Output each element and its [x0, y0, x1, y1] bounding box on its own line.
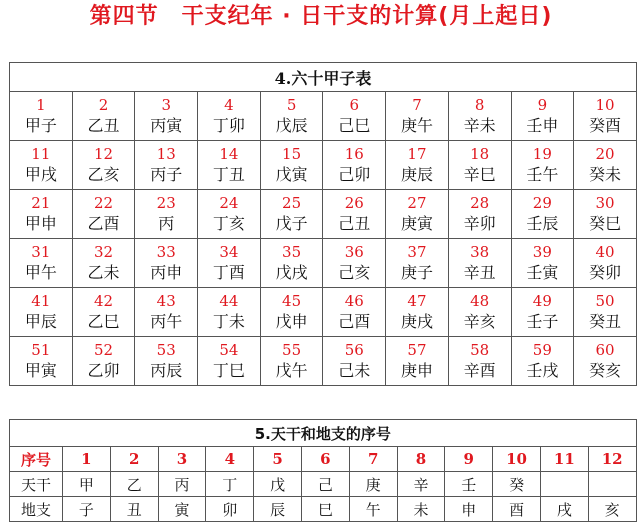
tiangan-cell: 甲 — [63, 472, 111, 497]
tiangan-cell: 己 — [301, 472, 349, 497]
tiangan-cell — [588, 472, 636, 497]
jiazi-ganzhi: 乙丑 — [87, 116, 120, 135]
jiazi-ganzhi: 甲寅 — [24, 361, 57, 380]
jiazi-ganzhi: 戊寅 — [275, 165, 308, 184]
jiazi-ganzhi: 戊戌 — [275, 263, 308, 282]
jiazi-number: 50 — [595, 292, 615, 310]
jiazi-number: 22 — [93, 194, 114, 212]
jiazi-ganzhi: 丙午 — [150, 312, 183, 331]
jiazi-ganzhi: 癸卯 — [589, 263, 622, 282]
jiazi-ganzhi: 甲辰 — [24, 312, 57, 331]
jiazi-number: 21 — [31, 194, 51, 212]
jiazi-number: 23 — [156, 194, 176, 212]
jiazi-number: 45 — [282, 292, 302, 310]
order-number: 8 — [397, 447, 445, 472]
jiazi-ganzhi: 癸巳 — [589, 214, 622, 233]
tiangan-cell: 戊 — [254, 472, 302, 497]
jiazi-ganzhi: 辛卯 — [463, 214, 496, 233]
jiazi-ganzhi: 乙亥 — [87, 165, 120, 184]
sixty-jiazi-table — [9, 62, 637, 386]
jiazi-cell — [511, 92, 574, 141]
jiazi-cell — [198, 190, 261, 239]
jiazi-cell — [72, 337, 135, 386]
order-row-label: 天干 — [10, 472, 63, 497]
jiazi-number: 53 — [156, 341, 176, 359]
jiazi-ganzhi: 丙子 — [150, 165, 183, 184]
jiazi-number: 3 — [161, 96, 171, 114]
dizhi-cell: 卯 — [206, 497, 254, 522]
dizhi-cell: 午 — [349, 497, 397, 522]
jiazi-ganzhi: 丁未 — [212, 312, 245, 331]
jiazi-cell — [511, 141, 574, 190]
jiazi-number: 5 — [286, 96, 297, 114]
order-number: 5 — [254, 447, 302, 472]
jiazi-cell — [386, 92, 449, 141]
jiazi-ganzhi: 丙 — [158, 214, 175, 233]
jiazi-cell — [10, 288, 73, 337]
jiazi-row — [10, 190, 637, 239]
jiazi-cell — [72, 190, 135, 239]
jiazi-number: 7 — [412, 96, 422, 114]
jiazi-cell — [260, 141, 323, 190]
order-number: 10 — [493, 447, 541, 472]
jiazi-ganzhi: 乙未 — [87, 263, 120, 282]
jiazi-ganzhi: 丙辰 — [150, 361, 183, 380]
dizhi-cell: 申 — [445, 497, 493, 522]
jiazi-cell — [260, 288, 323, 337]
jiazi-row — [10, 239, 637, 288]
jiazi-ganzhi: 丁卯 — [212, 116, 245, 135]
dizhi-cell: 寅 — [158, 497, 206, 522]
jiazi-cell — [448, 190, 511, 239]
jiazi-number: 41 — [31, 292, 51, 310]
jiazi-ganzhi: 己酉 — [338, 312, 371, 331]
jiazi-cell — [10, 141, 73, 190]
jiazi-cell — [448, 141, 511, 190]
order-row — [10, 447, 637, 472]
jiazi-ganzhi: 癸酉 — [589, 116, 622, 135]
tiangan-cell: 丙 — [158, 472, 206, 497]
jiazi-number: 54 — [219, 341, 239, 359]
jiazi-ganzhi: 辛亥 — [463, 312, 496, 331]
jiazi-number: 2 — [98, 96, 109, 114]
jiazi-ganzhi: 戊辰 — [275, 116, 308, 135]
jiazi-number: 11 — [31, 145, 51, 163]
jiazi-number: 48 — [470, 292, 490, 310]
jiazi-number: 33 — [156, 243, 176, 261]
jiazi-ganzhi: 己亥 — [338, 263, 371, 282]
jiazi-cell — [135, 239, 198, 288]
jiazi-table-title: 4.六十甲子表 — [10, 63, 637, 92]
jiazi-number: 19 — [532, 145, 552, 163]
jiazi-number: 30 — [595, 194, 615, 212]
jiazi-cell — [574, 92, 637, 141]
jiazi-ganzhi: 甲子 — [24, 116, 57, 135]
tiangan-cell: 癸 — [493, 472, 541, 497]
jiazi-ganzhi: 辛未 — [463, 116, 496, 135]
jiazi-number: 9 — [537, 96, 548, 114]
jiazi-cell — [260, 239, 323, 288]
jiazi-cell — [574, 141, 637, 190]
jiazi-number: 16 — [344, 145, 364, 163]
jiazi-number: 42 — [93, 292, 114, 310]
ganzhi-order-table — [9, 419, 637, 522]
jiazi-ganzhi: 乙巳 — [87, 312, 120, 331]
jiazi-ganzhi: 辛酉 — [463, 361, 496, 380]
jiazi-number: 39 — [532, 243, 552, 261]
jiazi-number: 32 — [93, 243, 114, 261]
jiazi-cell — [448, 288, 511, 337]
jiazi-cell — [574, 239, 637, 288]
jiazi-cell — [511, 190, 574, 239]
tiangan-cell: 辛 — [397, 472, 445, 497]
jiazi-number: 17 — [407, 145, 427, 163]
jiazi-ganzhi: 戊子 — [275, 214, 308, 233]
jiazi-ganzhi: 壬午 — [526, 165, 559, 184]
jiazi-number: 24 — [219, 194, 239, 212]
jiazi-cell — [10, 92, 73, 141]
order-number: 7 — [349, 447, 397, 472]
order-number: 9 — [445, 447, 493, 472]
order-row — [10, 497, 637, 522]
jiazi-number: 35 — [282, 243, 302, 261]
order-number: 6 — [301, 447, 349, 472]
jiazi-number: 26 — [344, 194, 364, 212]
jiazi-cell — [386, 190, 449, 239]
jiazi-number: 56 — [344, 341, 364, 359]
jiazi-cell — [260, 92, 323, 141]
jiazi-ganzhi: 壬戌 — [526, 361, 559, 380]
jiazi-number: 60 — [595, 341, 615, 359]
jiazi-ganzhi: 癸未 — [589, 165, 622, 184]
jiazi-ganzhi: 丁酉 — [212, 263, 245, 282]
order-number: 11 — [540, 447, 588, 472]
jiazi-cell — [135, 190, 198, 239]
jiazi-ganzhi: 庚戌 — [400, 312, 433, 331]
jiazi-cell — [260, 337, 323, 386]
jiazi-number: 10 — [595, 96, 615, 114]
jiazi-number: 55 — [282, 341, 302, 359]
order-row-label: 序号 — [10, 447, 63, 472]
jiazi-number: 13 — [156, 145, 176, 163]
jiazi-number: 14 — [219, 145, 239, 163]
jiazi-ganzhi: 庚子 — [400, 263, 433, 282]
dizhi-cell: 丑 — [110, 497, 158, 522]
jiazi-number: 58 — [470, 341, 490, 359]
jiazi-ganzhi: 戊午 — [275, 361, 308, 380]
tiangan-cell: 丁 — [206, 472, 254, 497]
jiazi-ganzhi: 丁巳 — [212, 361, 245, 380]
jiazi-cell — [260, 190, 323, 239]
jiazi-cell — [72, 92, 135, 141]
tiangan-cell: 壬 — [445, 472, 493, 497]
jiazi-cell — [10, 190, 73, 239]
jiazi-cell — [72, 141, 135, 190]
jiazi-row — [10, 288, 637, 337]
jiazi-ganzhi: 癸亥 — [589, 361, 622, 380]
jiazi-cell — [323, 239, 386, 288]
jiazi-ganzhi: 丁亥 — [212, 214, 245, 233]
order-row — [10, 472, 637, 497]
order-number: 12 — [588, 447, 636, 472]
jiazi-cell — [323, 337, 386, 386]
jiazi-ganzhi: 壬寅 — [526, 263, 559, 282]
jiazi-number: 1 — [36, 96, 46, 114]
jiazi-cell — [198, 337, 261, 386]
jiazi-cell — [386, 239, 449, 288]
order-number: 2 — [110, 447, 158, 472]
jiazi-cell — [10, 337, 73, 386]
jiazi-ganzhi: 己未 — [338, 361, 371, 380]
jiazi-cell — [135, 288, 198, 337]
jiazi-ganzhi: 辛巳 — [463, 165, 496, 184]
jiazi-number: 36 — [344, 243, 364, 261]
jiazi-number: 37 — [407, 243, 427, 261]
order-row-label: 地支 — [10, 497, 63, 522]
jiazi-ganzhi: 壬子 — [526, 312, 559, 331]
jiazi-cell — [135, 141, 198, 190]
jiazi-cell — [198, 141, 261, 190]
jiazi-cell — [72, 288, 135, 337]
jiazi-cell — [323, 288, 386, 337]
jiazi-ganzhi: 甲申 — [24, 214, 57, 233]
jiazi-number: 31 — [31, 243, 51, 261]
jiazi-ganzhi: 甲戌 — [24, 165, 57, 184]
dizhi-cell: 巳 — [301, 497, 349, 522]
jiazi-cell — [511, 288, 574, 337]
jiazi-cell — [574, 190, 637, 239]
jiazi-cell — [448, 92, 511, 141]
jiazi-cell — [323, 190, 386, 239]
jiazi-number: 6 — [349, 96, 360, 114]
jiazi-number: 34 — [219, 243, 239, 261]
tiangan-cell: 乙 — [110, 472, 158, 497]
jiazi-ganzhi: 丁丑 — [212, 165, 245, 184]
order-number: 3 — [158, 447, 206, 472]
jiazi-cell — [386, 141, 449, 190]
jiazi-number: 12 — [93, 145, 114, 163]
jiazi-cell — [448, 239, 511, 288]
jiazi-ganzhi: 甲午 — [24, 263, 57, 282]
tiangan-cell — [540, 472, 588, 497]
jiazi-number: 8 — [474, 96, 485, 114]
jiazi-ganzhi: 庚辰 — [400, 165, 433, 184]
jiazi-number: 52 — [93, 341, 114, 359]
jiazi-cell — [135, 92, 198, 141]
jiazi-ganzhi: 庚申 — [400, 361, 433, 380]
jiazi-cell — [386, 337, 449, 386]
jiazi-cell — [323, 141, 386, 190]
jiazi-cell — [574, 288, 637, 337]
jiazi-number: 46 — [344, 292, 364, 310]
dizhi-cell: 亥 — [588, 497, 636, 522]
dizhi-cell: 未 — [397, 497, 445, 522]
jiazi-row — [10, 92, 637, 141]
jiazi-number: 27 — [407, 194, 427, 212]
jiazi-number: 20 — [595, 145, 615, 163]
jiazi-cell — [386, 288, 449, 337]
jiazi-number: 59 — [532, 341, 552, 359]
jiazi-number: 57 — [407, 341, 427, 359]
jiazi-number: 29 — [532, 194, 552, 212]
jiazi-number: 40 — [595, 243, 615, 261]
dizhi-cell: 酉 — [493, 497, 541, 522]
jiazi-cell — [448, 337, 511, 386]
jiazi-number: 25 — [282, 194, 302, 212]
jiazi-number: 38 — [470, 243, 490, 261]
jiazi-cell — [135, 337, 198, 386]
jiazi-ganzhi: 乙酉 — [87, 214, 120, 233]
jiazi-number: 18 — [470, 145, 490, 163]
jiazi-cell — [574, 337, 637, 386]
jiazi-ganzhi: 己巳 — [338, 116, 371, 135]
jiazi-number: 49 — [532, 292, 552, 310]
jiazi-row — [10, 141, 637, 190]
dizhi-cell: 辰 — [254, 497, 302, 522]
jiazi-cell — [72, 239, 135, 288]
jiazi-ganzhi: 戊申 — [275, 312, 308, 331]
jiazi-number: 43 — [156, 292, 176, 310]
jiazi-cell — [511, 239, 574, 288]
dizhi-cell: 戌 — [540, 497, 588, 522]
jiazi-number: 47 — [407, 292, 427, 310]
jiazi-ganzhi: 丙寅 — [150, 116, 183, 135]
order-number: 4 — [206, 447, 254, 472]
jiazi-cell — [511, 337, 574, 386]
jiazi-ganzhi: 壬辰 — [526, 214, 559, 233]
jiazi-ganzhi: 癸丑 — [589, 312, 622, 331]
order-table-title: 5.天干和地支的序号 — [10, 420, 637, 447]
jiazi-cell — [198, 288, 261, 337]
jiazi-ganzhi: 丙申 — [150, 263, 183, 282]
jiazi-number: 28 — [470, 194, 490, 212]
jiazi-cell — [10, 239, 73, 288]
jiazi-cell — [198, 92, 261, 141]
jiazi-ganzhi: 己卯 — [338, 165, 371, 184]
jiazi-ganzhi: 乙卯 — [87, 361, 120, 380]
dizhi-cell: 子 — [63, 497, 111, 522]
jiazi-cell — [323, 92, 386, 141]
jiazi-ganzhi: 辛丑 — [463, 263, 496, 282]
jiazi-ganzhi: 庚午 — [400, 116, 433, 135]
jiazi-number: 51 — [31, 341, 51, 359]
tiangan-cell: 庚 — [349, 472, 397, 497]
jiazi-ganzhi: 壬申 — [526, 116, 559, 135]
jiazi-ganzhi: 庚寅 — [400, 214, 433, 233]
section-heading: 第四节 干支纪年 · 日干支的计算(月上起日) — [89, 4, 553, 29]
jiazi-row — [10, 337, 637, 386]
jiazi-number: 15 — [282, 145, 302, 163]
jiazi-cell — [198, 239, 261, 288]
jiazi-ganzhi: 己丑 — [338, 214, 371, 233]
order-number: 1 — [63, 447, 111, 472]
jiazi-number: 4 — [224, 96, 234, 114]
jiazi-number: 44 — [219, 292, 239, 310]
